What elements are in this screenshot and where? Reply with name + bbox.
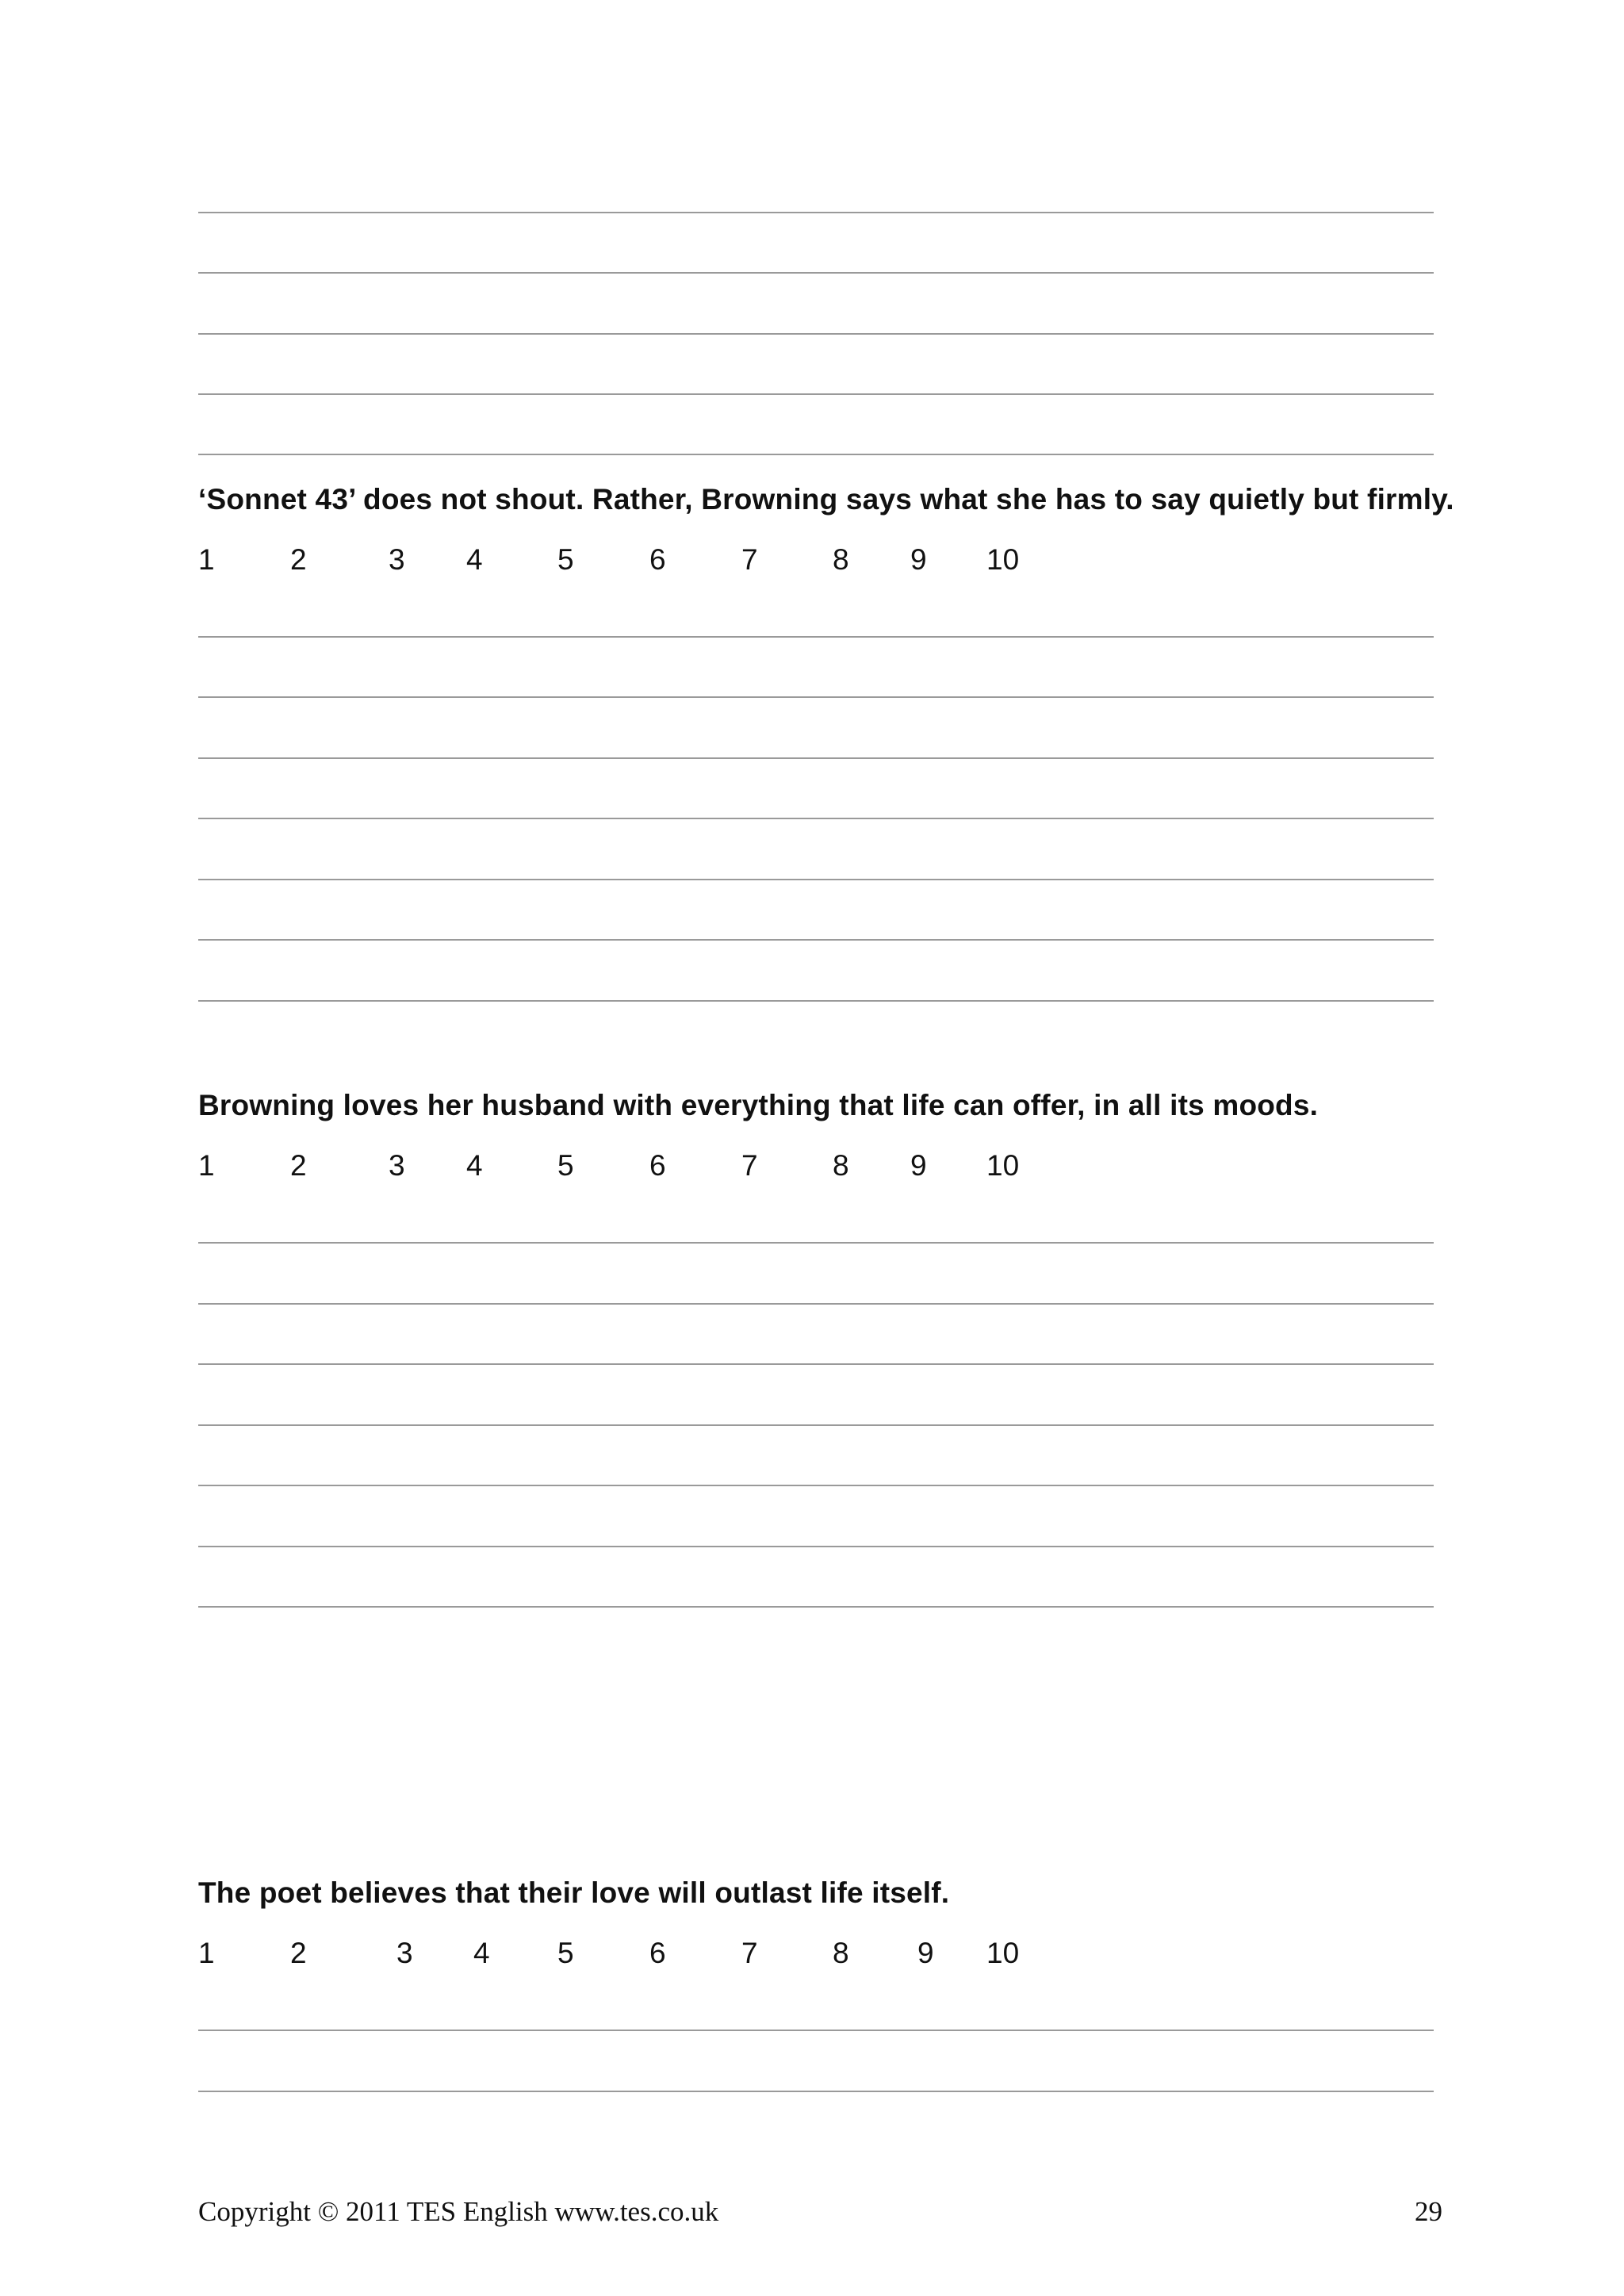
rating-option-6[interactable]: 6 xyxy=(649,543,666,576)
statement-3: The poet believes that their love will outlast life itself. xyxy=(198,1876,950,1909)
writing-line xyxy=(198,636,1434,638)
rating-option-2[interactable]: 2 xyxy=(290,1149,307,1182)
writing-line xyxy=(198,1606,1434,1608)
rating-option-1[interactable]: 1 xyxy=(198,543,215,576)
rating-option-5[interactable]: 5 xyxy=(557,1937,574,1969)
rating-option-7[interactable]: 7 xyxy=(741,1149,758,1182)
rating-option-6[interactable]: 6 xyxy=(649,1937,666,1969)
rating-option-5[interactable]: 5 xyxy=(557,1149,574,1182)
rating-option-1[interactable]: 1 xyxy=(198,1937,215,1969)
rating-option-5[interactable]: 5 xyxy=(557,543,574,576)
rating-option-10[interactable]: 10 xyxy=(986,543,1020,576)
rating-option-10[interactable]: 10 xyxy=(986,1937,1020,1969)
rating-option-1[interactable]: 1 xyxy=(198,1149,215,1182)
writing-line xyxy=(198,879,1434,880)
writing-line xyxy=(198,393,1434,395)
rating-option-6[interactable]: 6 xyxy=(649,1149,666,1182)
rating-option-3[interactable]: 3 xyxy=(389,1149,405,1182)
rating-option-9[interactable]: 9 xyxy=(917,1937,934,1969)
rating-option-2[interactable]: 2 xyxy=(290,1937,307,1969)
rating-option-4[interactable]: 4 xyxy=(466,1149,483,1182)
writing-line xyxy=(198,939,1434,941)
writing-line xyxy=(198,2030,1434,2031)
writing-line xyxy=(198,1363,1434,1365)
writing-line xyxy=(198,1424,1434,1426)
rating-option-7[interactable]: 7 xyxy=(741,1937,758,1969)
writing-line xyxy=(198,757,1434,759)
rating-option-4[interactable]: 4 xyxy=(466,543,483,576)
rating-option-9[interactable]: 9 xyxy=(910,543,927,576)
rating-option-4[interactable]: 4 xyxy=(473,1937,490,1969)
rating-option-2[interactable]: 2 xyxy=(290,543,307,576)
writing-line xyxy=(198,272,1434,274)
writing-line xyxy=(198,2091,1434,2092)
writing-line xyxy=(198,1546,1434,1547)
rating-option-9[interactable]: 9 xyxy=(910,1149,927,1182)
rating-option-3[interactable]: 3 xyxy=(389,543,405,576)
writing-line xyxy=(198,1303,1434,1305)
copyright-notice: Copyright © 2011 TES English www.tes.co.uk xyxy=(198,2196,719,2227)
writing-line xyxy=(198,1242,1434,1244)
statement-1: ‘Sonnet 43’ does not shout. Rather, Browning says what she has to say quietly but firmly. xyxy=(198,483,1454,516)
writing-line xyxy=(198,818,1434,819)
writing-line xyxy=(198,212,1434,213)
writing-line xyxy=(198,1000,1434,1002)
page-number: 29 xyxy=(1415,2196,1442,2227)
writing-line xyxy=(198,696,1434,698)
rating-option-8[interactable]: 8 xyxy=(833,1149,849,1182)
rating-option-8[interactable]: 8 xyxy=(833,543,849,576)
statement-2: Browning loves her husband with everything that life can offer, in all its moods. xyxy=(198,1089,1319,1121)
writing-line xyxy=(198,1485,1434,1486)
rating-option-7[interactable]: 7 xyxy=(741,543,758,576)
writing-line xyxy=(198,333,1434,335)
rating-option-3[interactable]: 3 xyxy=(396,1937,413,1969)
rating-option-10[interactable]: 10 xyxy=(986,1149,1020,1182)
rating-option-8[interactable]: 8 xyxy=(833,1937,849,1969)
writing-line xyxy=(198,454,1434,455)
